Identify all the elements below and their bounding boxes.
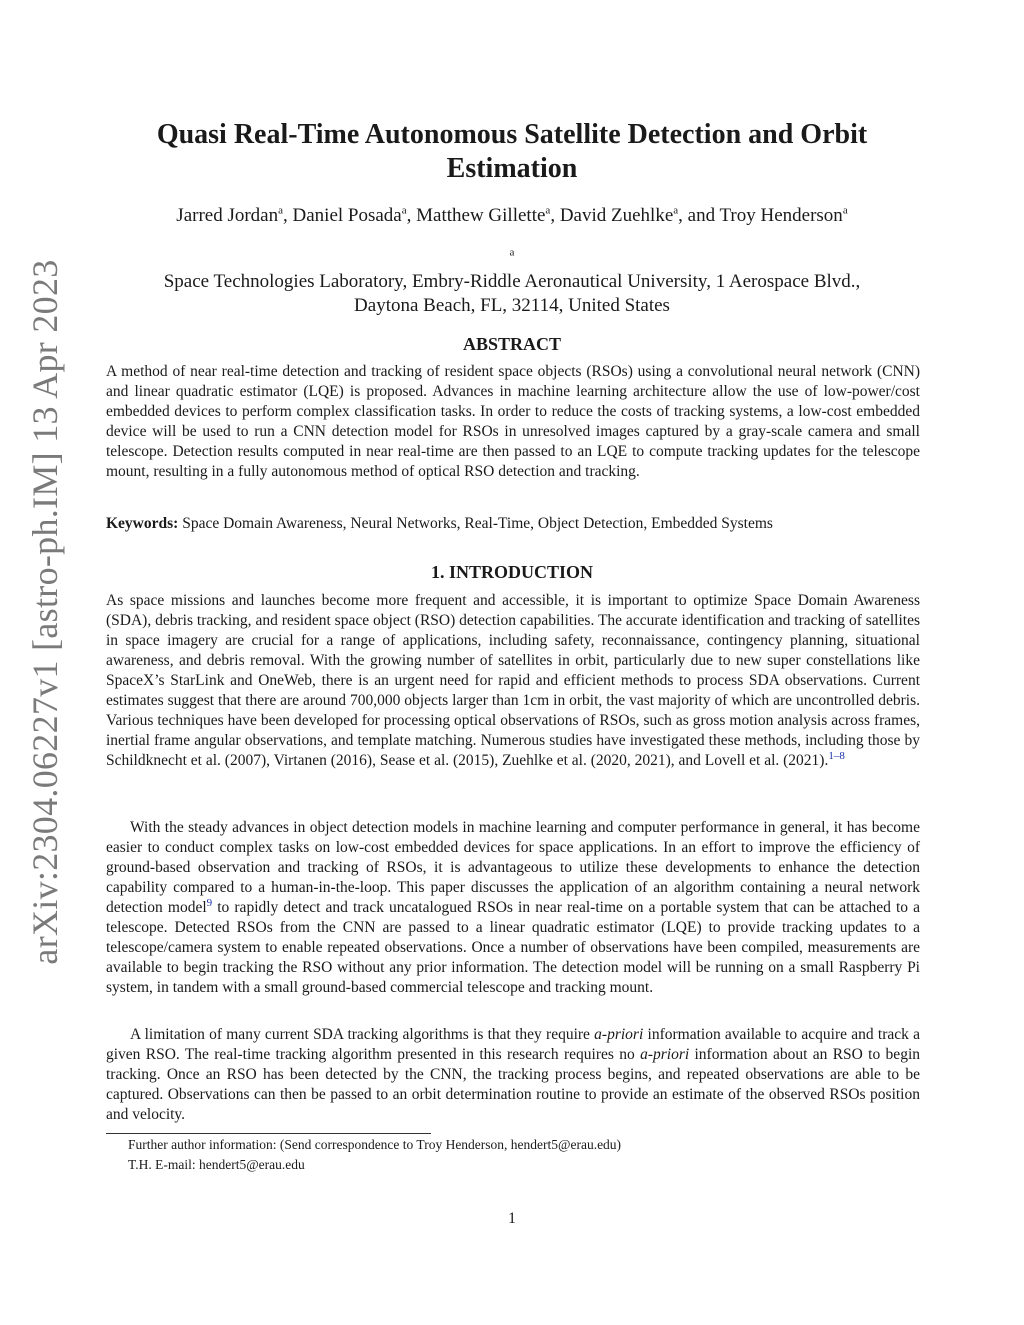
affiliation xyxy=(100,246,924,318)
intro-paragraph-3: A limitation of many current SDA tracking algorithms is that they require a-priori information available to acquire and track a given RSO. The real-time tracking algorithm presented in this research requires no a-priori information about an RSO to begin tracking. Once an RSO has been detected by the CNN, the tracking process begins, and repeated observations are able to be captured. Observations can then be passed to an orbit determination routine to provide an estimate of the observed RSOs position and velocity. xyxy=(106,1026,920,1123)
affiliation-line-2: Daytona Beach, FL, 32114, United States xyxy=(354,295,670,316)
keywords xyxy=(106,514,920,534)
intro-paragraph-1: As space missions and launches become more frequent and accessible, it is important to optimize Space Domain Awareness (SDA), debris tracking, and resident space object (RSO) detection capabilities. The accurate identification and tracking of satellites in space imagery are crucial for a range of applications, including safety, reconnaissance, contingency planning, situational awareness, and debris removal. With the growing number of satellites in orbit, particularly due to new super constellations like SpaceX’s StarLink and OneWeb, there is an urgent need for rapid and efficient methods to process SDA observations. Current estimates suggest that there are around 700,000 objects larger than 1cm in orbit, the vast majority of which are uncontrolled debris. Various techniques have been developed for processing optical observations of RSOs, such as gross motion analysis across frames, inertial frame angular observations, and template matching. Numerous studies have investigated these methods, including those by Schildknecht et al. (2007), Virtanen (2016), Sease et al. (2015), Zuehlke et al. (2020, 2021), and Lovell et al. (2021).$^{1-8}$ xyxy=(106,592,920,769)
intro-paragraph-2: With the steady advances in object detection models in machine learning and computer performance in general, it has become easier to conduct complex tasks on low-cost embedded devices for space applications. In an effort to improve the efficiency of ground-based observation and tracking of RSOs, it is advantageous to utilize these developments to enhance the detection capability compared to a human-in-the-loop. This paper discusses the application of an algorithm containing a neural network detection model$^9$ to rapidly detect and track uncatalogued RSOs in near real-time on a portable system that can be attached to a telescope. Detected RSOs from the CNN are passed to a linear quadratic estimator (LQE) to provide tracking updates to a telescope/camera system to enable repeated observations. Once a number of observations have been compiled, measurements are available to begin tracking the RSO without any prior information. The detection model will be running on a small Raspberry Pi system, in tandem with a small ground-based commercial telescope and tracking mount. xyxy=(106,819,920,996)
keywords-text: Space Domain Awareness, Neural Networks, Real-Time, Object Detection, Embedded Systems xyxy=(182,515,773,532)
footnote-author-info: Further author information: (Send correspondence to Troy Henderson, hendert5@erau.edu) xyxy=(128,1137,622,1152)
footnote-rule xyxy=(106,1133,431,1134)
citation-link[interactable]: 9 xyxy=(206,896,213,909)
author: Daniel Posada$^a$, xyxy=(292,204,417,226)
introduction-heading: 1. INTRODUCTION xyxy=(430,562,594,582)
abstract-text: A method of near real-time detection and tracking of resident space objects (RSOs) using a convolutional neural network (CNN) and linear quadratic estimator (LQE) is proposed. Advances in machine learning architecture allow the use of low-power/cost embedded devices to perform complex classification tasks. In order to reduce the costs of tracking systems, a low-cost embedded device will be used to run a CNN detection model for RSOs in unresolved images captured by a gray-scale camera and small telescope. Detection results computed in near real-time are then passed to an LQE to compute tracking updates for the telescope mount, resulting in a fully autonomous method of optical RSO detection and tracking. xyxy=(106,363,920,480)
abstract-heading: ABSTRACT xyxy=(462,334,562,354)
paper-title xyxy=(100,118,924,186)
citation-link[interactable]: 1–8 xyxy=(828,749,845,762)
title-line-2: Estimation xyxy=(446,153,578,184)
page-number: 1 xyxy=(508,1210,516,1227)
author-list xyxy=(100,205,924,227)
author: Matthew Gillette$^a$, xyxy=(416,204,560,226)
footnote-email: T.H. E-mail: hendert5@erau.edu xyxy=(128,1157,305,1172)
author: David Zuehlke$^a$, and xyxy=(559,204,720,226)
author: Jarred Jordan$^a$, xyxy=(176,204,293,226)
keywords-label: Keywords: xyxy=(106,515,179,532)
affiliation-line-1: $^a$ Space Technologies Laboratory, Embry-Riddle Aeronautical University, 1 Aerospace Blvd., xyxy=(163,246,861,292)
author: Troy Henderson$^a$ xyxy=(719,204,848,226)
arxiv-sidebar xyxy=(0,0,90,1325)
title-line-1: Quasi Real-Time Autonomous Satellite Detection and Orbit xyxy=(156,119,868,150)
arxiv-identifier: arXiv:2304.06227v1 [astro-ph.IM] 13 Apr 2023 xyxy=(25,259,65,965)
